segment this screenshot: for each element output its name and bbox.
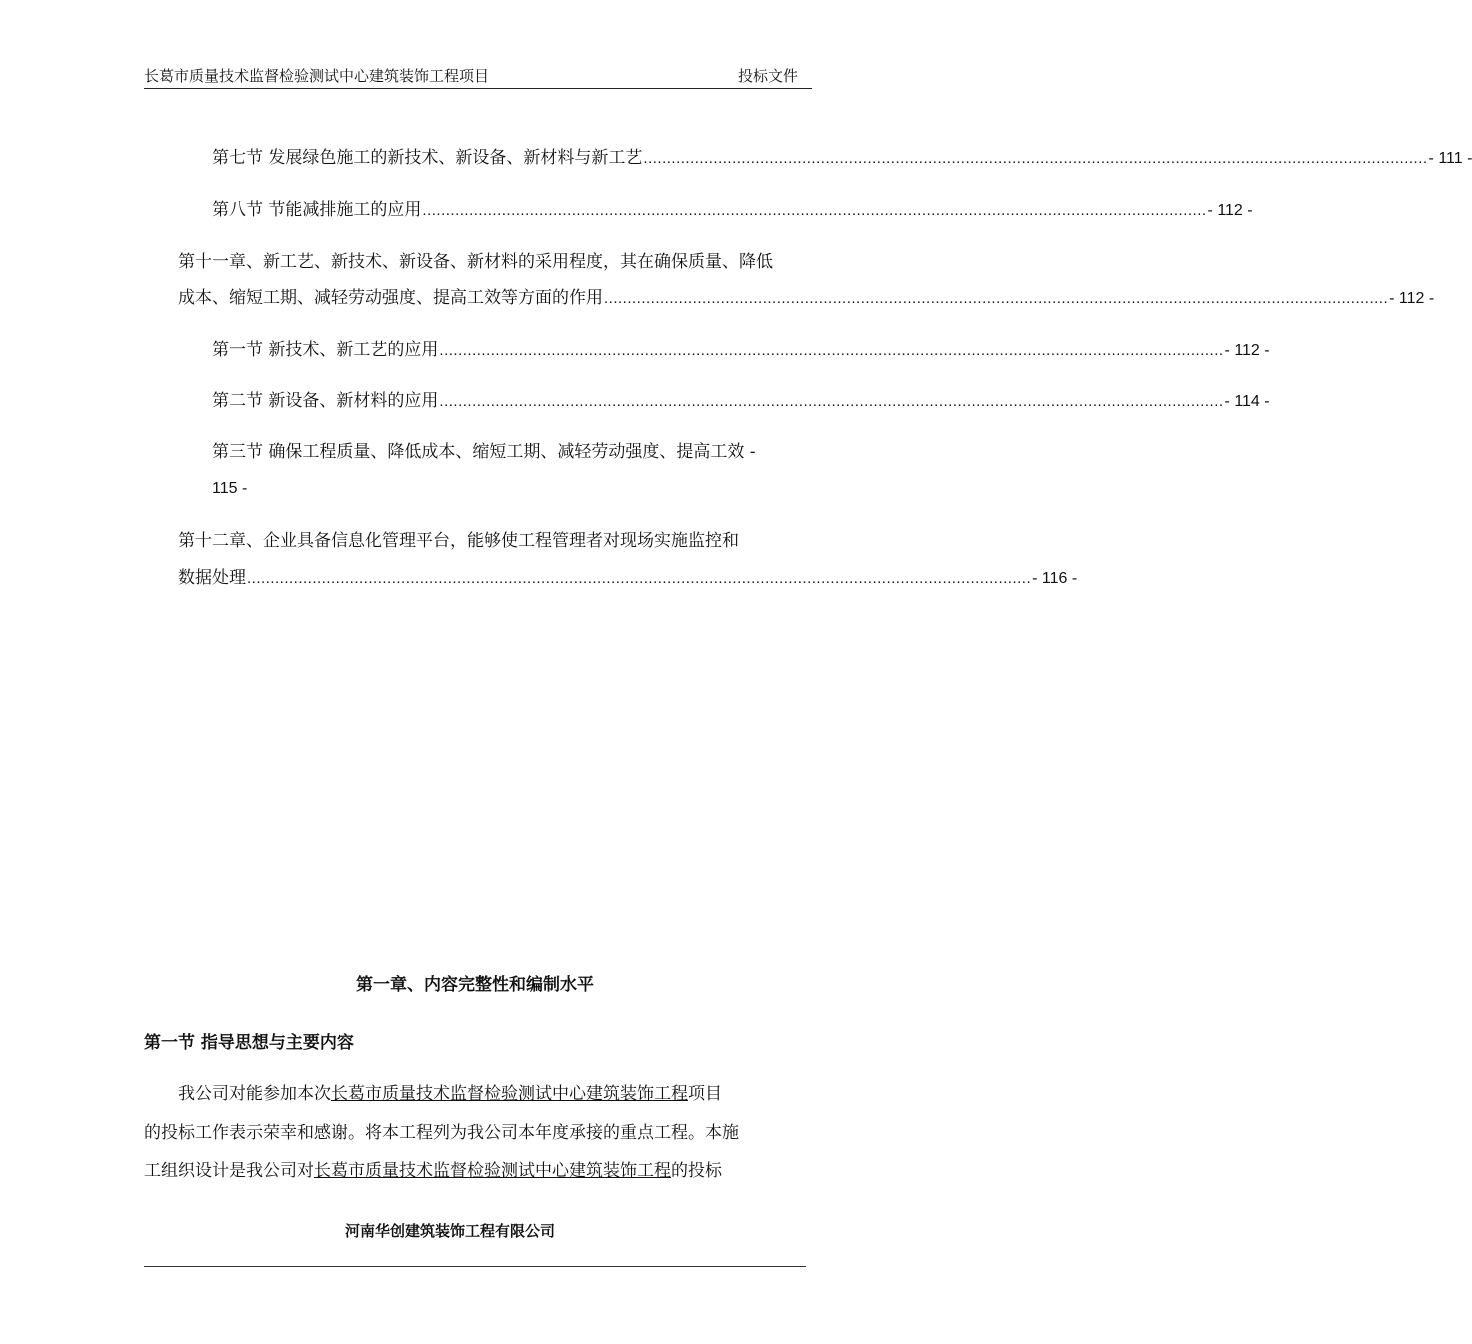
project-name-underlined: 长葛市质量技术监督检验测试中心建筑装饰工程 [331,1084,688,1104]
toc-page-number: - 116 - [1032,570,1078,587]
toc-entry-text: 第七节 发展绿色施工的新技术、新设备、新材料与新工艺 [212,148,643,168]
toc-page-number: - 112 - [1389,290,1435,307]
toc-leader-dots: ........................................................................................................................................................................ [439,393,1224,410]
header-project-title: 长葛市质量技术监督检验测试中心建筑装饰工程项目 [144,67,490,85]
toc-page-number: - 114 - [1224,393,1270,410]
toc-leader-dots: ........................................................................................................................................................................ [422,202,1207,219]
footer-company-name: 河南华创建筑装饰工程有限公司 [344,1222,555,1240]
toc-leader-dots: ........................................................................................................................................................................ [247,570,1032,587]
toc-leader-dots: ........................................................................................................................................................................ [604,290,1389,307]
project-name-underlined: 长葛市质量技术监督检验测试中心建筑装饰工程 [314,1161,671,1181]
paragraph-line-3 [144,1159,806,1183]
toc-page-number: - 112 - [1224,342,1270,359]
toc-entry-text: 第二节 新设备、新材料的应用 [212,391,439,411]
toc-entry-text: 第一节 新技术、新工艺的应用 [212,340,439,360]
toc-entry-section-2[interactable] [212,389,1270,414]
toc-entry-text: 第八节 节能减排施工的应用 [212,200,422,220]
header-doc-type: 投标文件 [737,67,798,85]
toc-entry-chapter-11[interactable] [178,286,1435,311]
toc-entry-chapter-12[interactable] [178,566,1078,591]
paragraph-line-2: 的投标工作表示荣幸和感谢。将本工程列为我公司本年度承接的重点工程。本施 [144,1123,739,1143]
toc-entry-section-7[interactable] [212,146,1472,171]
paragraph-line-1 [144,1082,806,1106]
toc-page-number: - 111 - [1428,150,1472,167]
paragraph-text: 我公司对能参加本次 [178,1084,331,1104]
paragraph-text: 的投标 [671,1161,722,1181]
toc-entry-text: 数据处理 [178,568,246,588]
toc-entry-section-3-page[interactable]: 115 - [212,480,248,497]
toc-entry-section-8[interactable] [212,198,1253,223]
section-title: 第一节 指导思想与主要内容 [144,1033,354,1053]
toc-leader-dots: ........................................................................................................................................................................ [439,342,1224,359]
paragraph-text: 工组织设计是我公司对 [144,1161,314,1181]
chapter-title: 第一章、内容完整性和编制水平 [356,975,594,995]
page-header [144,66,812,89]
toc-entry-section-3-line1[interactable]: 第三节 确保工程质量、降低成本、缩短工期、减轻劳动强度、提高工效 - [212,442,756,462]
footer-divider [144,1266,806,1267]
toc-page-number: - 112 - [1207,202,1253,219]
toc-entry-chapter-12-line1[interactable]: 第十二章、企业具备信息化管理平台，能够使工程管理者对现场实施监控和 [178,531,739,551]
toc-entry-chapter-11-line1[interactable]: 第十一章、新工艺、新技术、新设备、新材料的采用程度，其在确保质量、降低 [178,252,773,272]
toc-entry-text: 成本、缩短工期、减轻劳动强度、提高工效等方面的作用 [178,288,603,308]
toc-entry-section-1[interactable] [212,338,1270,363]
toc-leader-dots: ........................................................................................................................................................................ [643,150,1428,167]
paragraph-text: 项目 [688,1084,722,1104]
